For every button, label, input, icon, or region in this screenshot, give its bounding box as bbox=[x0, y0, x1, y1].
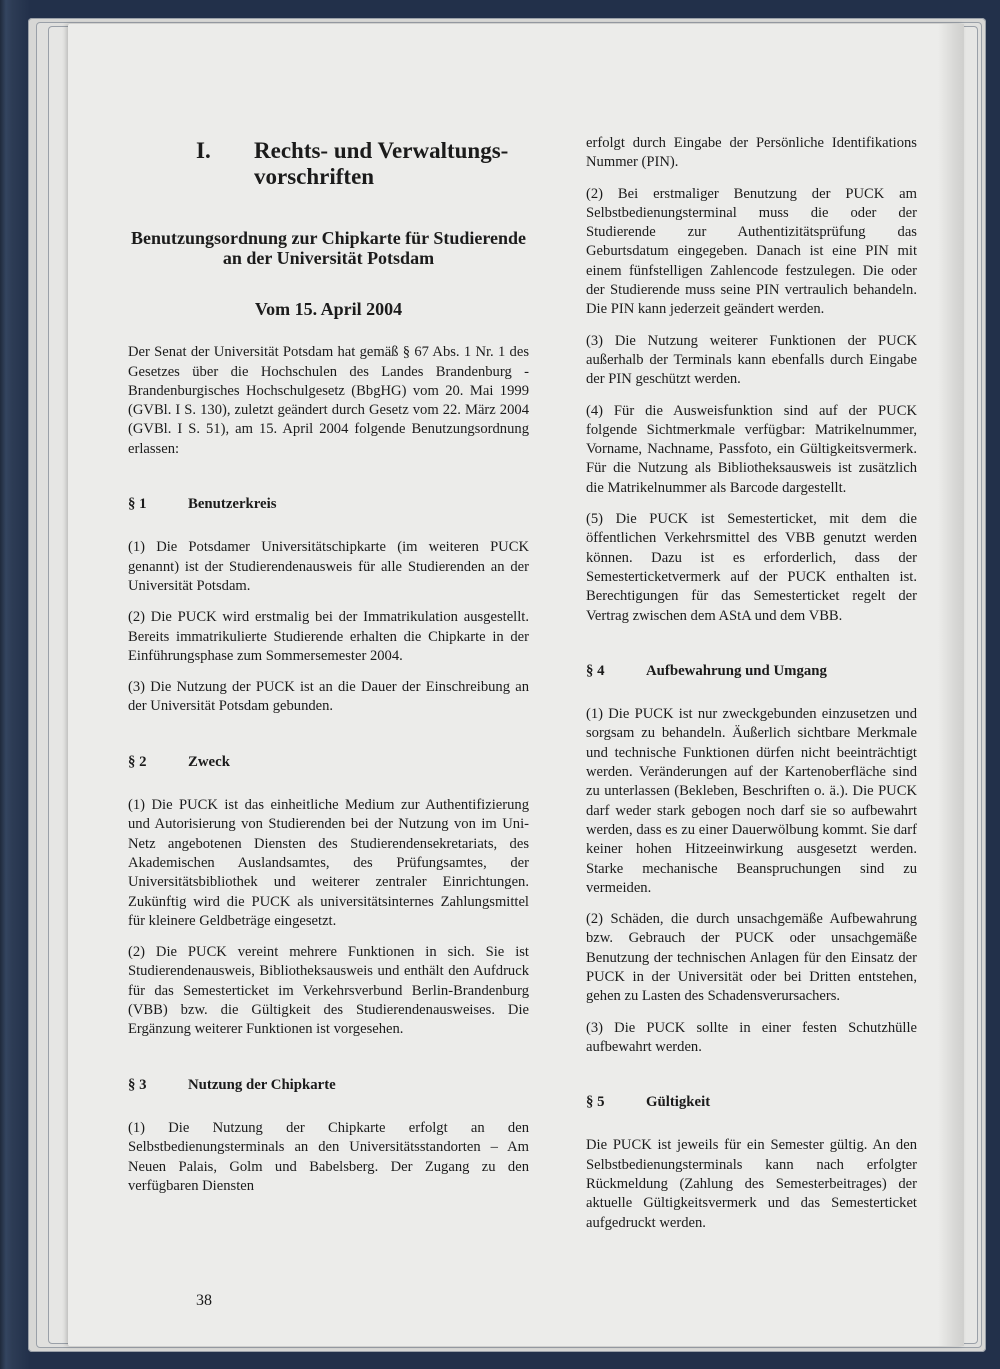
section-heading bbox=[128, 1076, 529, 1095]
paragraph: (3) Die PUCK sollte in einer festen Schutzhülle aufbewahrt werden. bbox=[586, 1019, 917, 1055]
paragraph: (2) Die PUCK vereint mehrere Funktionen in sich. Sie ist Studierendenausweis, Bibliotheksausweis und enthält den Aufdruck für das Semesterticket im Verkehrsverbund Berlin-Brandenburg (VBB) bzw. die Gültigkeit des Studierendenausweises. Die Ergänzung weiterer Funktionen ist vorgesehen. bbox=[128, 944, 529, 1038]
paragraph: (1) Die PUCK ist das einheitliche Medium zur Authentifizierung und Autorisierung von Studierenden bei der Nutzung von im Uni-Netz angebotenen Diensten des Studierendensekretariats, des Akademischen Auslandsamtes, des Prüfungsamtes, der Universitätsbibliothek und weiterer zentraler Einrichtungen. Zukünftig wird die PUCK als universitätsinternes Zahlungsmittel für kleinere Geldbeträge eingesetzt. bbox=[128, 797, 529, 929]
chapter-heading bbox=[196, 138, 529, 190]
paragraph: (3) Die Nutzung weiterer Funktionen der PUCK außerhalb der Terminals kann ebenfalls durch Eingabe der PIN geschützt werden. bbox=[586, 332, 917, 388]
paragraph: (1) Die Nutzung der Chipkarte erfolgt an den Selbstbedienungsterminals an den Universitätsstandorten – Am Neuen Palais, Golm und Babelsberg. Der Zugang zu den verfügbaren Diensten bbox=[128, 1119, 529, 1194]
paragraph: (5) Die PUCK ist Semesterticket, mit dem die öffentlichen Verkehrsmittel des VBB genutzt werden können. Dazu ist es erforderlich, dass der Semesterticketvermerk auf der PUCK enthalten ist. Berechtigungen für das Semesterticket regelt der Vertrag zwischen dem AStA und dem VBB. bbox=[586, 511, 917, 624]
section-number: § 5 bbox=[586, 1094, 605, 1111]
section-title: Aufbewahrung und Umgang bbox=[646, 662, 827, 679]
section-number: § 4 bbox=[586, 662, 605, 679]
paragraph: (3) Die Nutzung der PUCK ist an die Dauer der Einschreibung an der Universität Potsdam gebunden. bbox=[128, 679, 529, 715]
paragraph: (2) Schäden, die durch unsachgemäße Aufbewahrung bzw. Gebrauch der PUCK oder unsachgemäße Benutzung der technischen Anlagen für den Einsatz der PUCK in der Universität oder bei Dritten entstehen, gehen zu Lasten des Schadensverursachers. bbox=[586, 911, 917, 1005]
section-number: § 2 bbox=[128, 753, 147, 770]
section-title: Nutzung der Chipkarte bbox=[188, 1076, 336, 1093]
paragraph: (2) Die PUCK wird erstmalig bei der Immatrikulation ausgestellt. Bereits immatrikulierte Studierende erhalten die Chipkarte in der Einführungsphase zum Sommersemester 2004. bbox=[128, 609, 529, 664]
paragraph: (1) Die Potsdamer Universitätschipkarte (im weiteren PUCK genannt) ist der Studierendenausweis für alle Studierenden an der Universität Potsdam. bbox=[128, 539, 529, 594]
chapter-title: Rechts- und Verwaltungs-vorschriften bbox=[254, 138, 509, 189]
section-heading bbox=[128, 495, 529, 514]
preamble: Der Senat der Universität Potsdam hat gemäß § 67 Abs. 1 Nr. 1 des Gesetzes über die Hochschulen des Landes Brandenburg - Brandenburgisches Hochschulgesetz (BbgHG) vom 20. Mai 1999 (GVBl. I S. 130), zuletzt geändert durch Gesetz vom 22. März 2004 (GVBl. I S. 51), am 15. April 2004 folgende Benutzungsordnung erlassen: bbox=[128, 344, 529, 457]
paragraph: erfolgt durch Eingabe der Persönliche Identifikations Nummer (PIN). bbox=[586, 135, 917, 171]
left-column bbox=[128, 138, 529, 1208]
paragraph: (4) Für die Ausweisfunktion sind auf der PUCK folgende Sichtmerkmale verfügbar: Matrikelnummer, Vorname, Nachname, Passfoto, ein Gültigkeitsvermerk. Für die Nutzung als Bibliotheksausweis ist zusätzlich die Matrikelnummer als Barcode dargestellt. bbox=[586, 402, 917, 496]
section-title: Zweck bbox=[188, 753, 230, 770]
right-column bbox=[586, 134, 917, 1245]
document-date: Vom 15. April 2004 bbox=[254, 299, 403, 319]
paragraph: Die PUCK ist jeweils für ein Semester gültig. An den Selbstbedienungsterminals kann nach erfolgter Rückmeldung (Zahlung des Semesterbeitrages) der aktuelle Gültigkeitsvermerk und das Semesterticket aufgedruckt werden. bbox=[586, 1137, 917, 1231]
section-heading bbox=[586, 662, 917, 681]
section-title: Gültigkeit bbox=[646, 1094, 711, 1111]
section-title: Benutzerkreis bbox=[188, 496, 277, 513]
page-gutter bbox=[938, 24, 964, 1346]
page-number: 38 bbox=[196, 1292, 212, 1309]
section-number: § 1 bbox=[128, 496, 147, 513]
document-title: Benutzungsordnung zur Chipkarte für Studierende an der Universität Potsdam bbox=[130, 228, 527, 268]
paragraph: (2) Bei erstmaliger Benutzung der PUCK am Selbstbedienungsterminal muss die oder der Studierende zur Authentizitätsprüfung das Geburtsdatum eingegeben. Danach ist eine PIN mit einem fünfstelligen Zahlencode festzulegen. Die oder der Studierende muss seine PIN vertraulich behandeln. Die PIN kann jederzeit geändert werden. bbox=[586, 185, 917, 318]
chapter-number: I. bbox=[196, 138, 211, 163]
section-number: § 3 bbox=[128, 1076, 147, 1093]
section-heading bbox=[128, 753, 529, 772]
paragraph: (1) Die PUCK ist nur zweckgebunden einzusetzen und sorgsam zu behandeln. Äußerlich sichtbare Merkmale und technische Funktionen dürfen nicht beeinträchtigt werden. Veränderungen auf der Kartenoberfläche sind zu unterlassen (Bekleben, Beschriften o. ä.). Die PUCK darf weder stark gebogen noch darf sie so aufbewahrt werden, dass es zu einer Dauerwölbung kommt. Sie darf keiner hohen Hitzeeinwirkung ausgesetzt werden. Starke mechanische Beanspruchungen sind zu vermeiden. bbox=[586, 706, 917, 896]
section-heading bbox=[586, 1093, 917, 1112]
